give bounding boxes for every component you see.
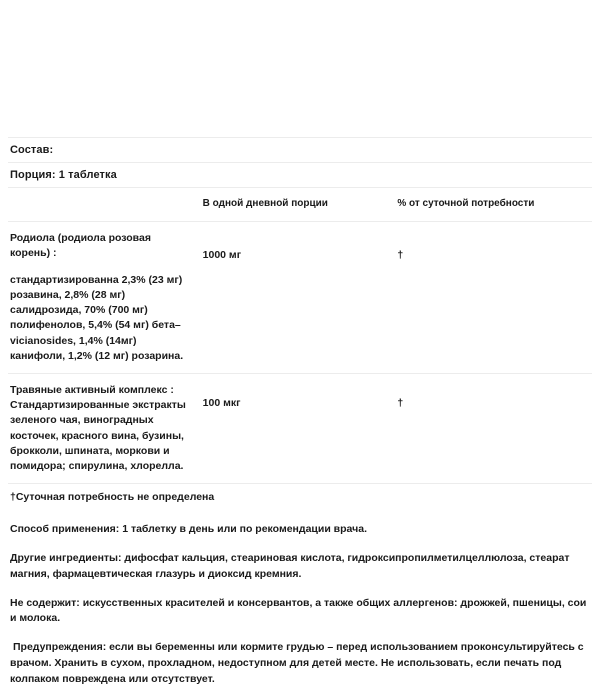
ingredient-amount: 100 мкг [202, 396, 241, 409]
ingredient-description: Стандартизированные экстракты зеленого чая, виноградных косточек, красного вина, бузины, брокколи, шпината, моркови и помидора; спирулина, хлорелла. [10, 399, 186, 473]
header-amount-per-serving: В одной дневной порции [202, 198, 328, 209]
table-row [8, 222, 592, 374]
header-daily-value: % от суточной потребности [397, 198, 535, 209]
serving-size-label: Порция: 1 таблетка [10, 169, 117, 181]
ingredient-name: Родиола (родиола розовая корень) : [10, 232, 151, 260]
composition-label: Состав: [10, 144, 54, 156]
supplement-facts-panel [0, 137, 600, 687]
ingredient-daily-value: † [397, 249, 404, 262]
directions-text: Способ применения: 1 таблетку в день или по рекомендации врача. [10, 523, 367, 536]
ingredient-description: стандартизированна 2,3% (23 мг) розавина, 2,8% (28 мг) салидрозида, 70% (700 мг) полифенолов, 5,4% (54 мг) бета–vicianosides, 1,4% (14мг) канифоли, 1,2% (12 мг) розарина. [10, 273, 184, 362]
serving-size-row [8, 163, 592, 188]
other-ingredients-text: Другие ингредиенты: дифосфат кальция, стеариновая кислота, гидроксипропилметилцеллюлоза, стеарат магния, фармацевтическая глазурь и диоксид кремния. [10, 552, 570, 580]
composition-row [8, 138, 592, 163]
free-from-text: Не содержит: искусственных красителей и консервантов, а также общих аллергенов: дрожжей, пшеницы, сои и молока. [10, 596, 587, 625]
table-header-row [8, 188, 592, 222]
ingredient-daily-value: † [397, 396, 404, 409]
table-row [8, 373, 592, 483]
daily-value-footnote: †Суточная потребность не определена [10, 491, 215, 504]
product-notes [0, 510, 600, 687]
header-ingredient-name [8, 188, 203, 222]
supplement-facts-table [8, 137, 592, 510]
ingredient-amount: 1000 мг [202, 249, 242, 262]
ingredient-name: Травяные активный комплекс : [10, 383, 174, 396]
daily-value-footnote-row [8, 484, 592, 511]
warnings-text: Предупреждения: если вы беременны или кормите грудью – перед использованием проконсультируйтесь с врачом. Хранить в сухом, прохладном, недоступном для детей месте. Не использовать, если печать под колпаком повреждена или отсутствует. [10, 641, 584, 685]
